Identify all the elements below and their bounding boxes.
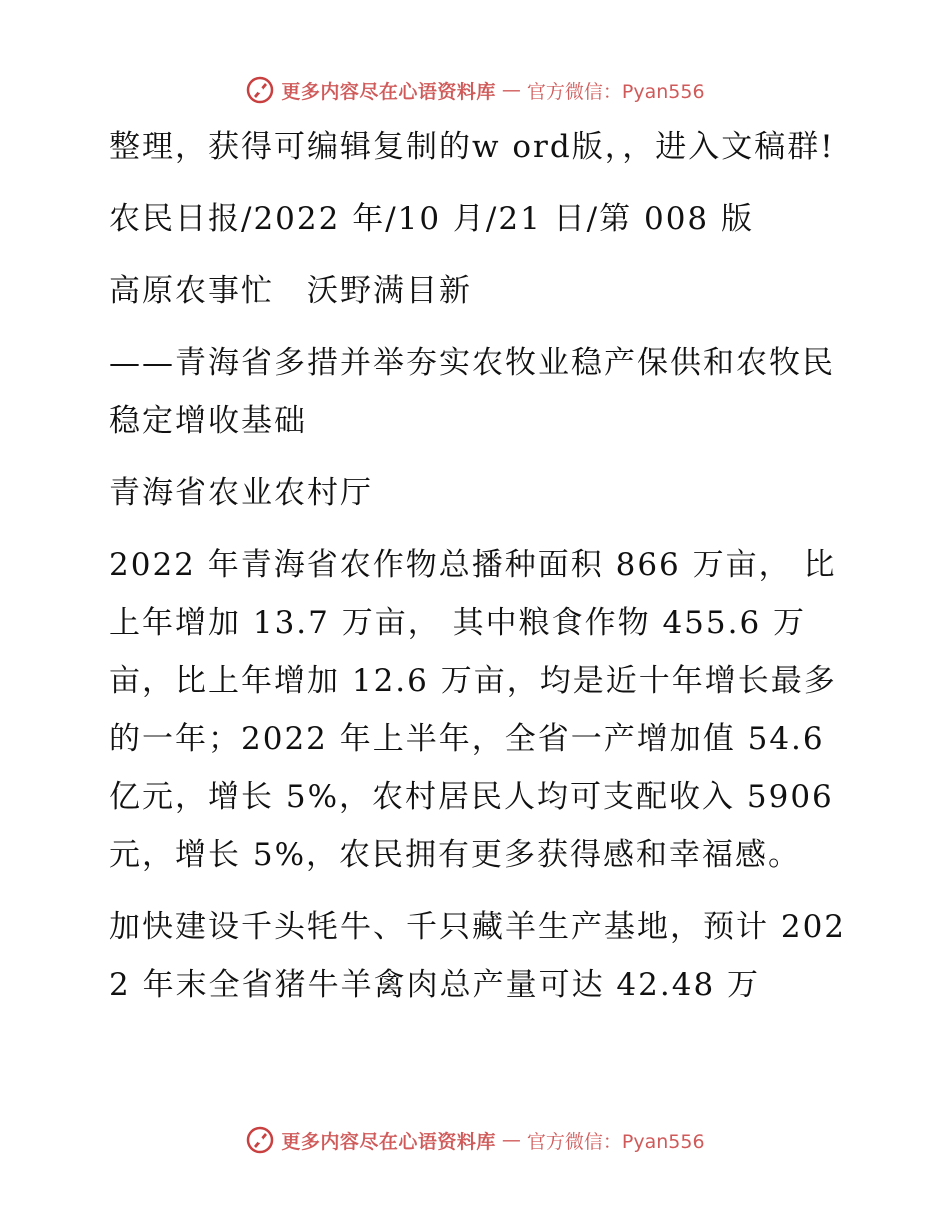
body-paragraph: 2022 年青海省农作物总播种面积 866 万亩， 比上年增加 13.7 万亩， 其中粮食作物 455.6 万亩，比上年增加 12.6 万亩，均是近十年增长最多的一年；2022 年上半年，全省一产增加值 54.6 亿元，增长 5%，农村居民人均可支配收入 5906 元，增长 5%，农民拥有更多获得感和幸福感。 [109, 547, 837, 873]
intro-paragraph: 整理，获得可编辑复制的w ord版，，进入文稿群! [109, 129, 835, 165]
article-subtitle: ——青海省多措并举夯实农牧业稳产保供和农牧民稳定增收基础 [109, 345, 835, 439]
article-title: 高原农事忙 沃野满目新 [109, 273, 472, 309]
header-watermark [0, 72, 950, 108]
watermark-text: 更多内容尽在心语资料库 [281, 1130, 496, 1153]
watermark-contact: 官方微信：Pyan556 [526, 1130, 705, 1153]
article-author: 青海省农业农村厅 [109, 475, 373, 511]
quill-logo-icon [245, 75, 275, 105]
quill-logo-icon [245, 1125, 275, 1155]
document-body [97, 118, 857, 1014]
watermark-text: 更多内容尽在心语资料库 [281, 80, 496, 103]
footer-watermark [0, 1122, 950, 1158]
source-line: 农民日报/2022 年/10 月/21 日/第 008 版 [109, 201, 755, 237]
watermark-separator: — [501, 1129, 521, 1151]
watermark-contact: 官方微信：Pyan556 [526, 80, 705, 103]
watermark-separator: — [501, 79, 521, 101]
body-paragraph: 加快建设千头牦牛、千只藏羊生产基地，预计 2022 年末全省猪牛羊禽肉总产量可达 42.48 万 [109, 909, 847, 1003]
